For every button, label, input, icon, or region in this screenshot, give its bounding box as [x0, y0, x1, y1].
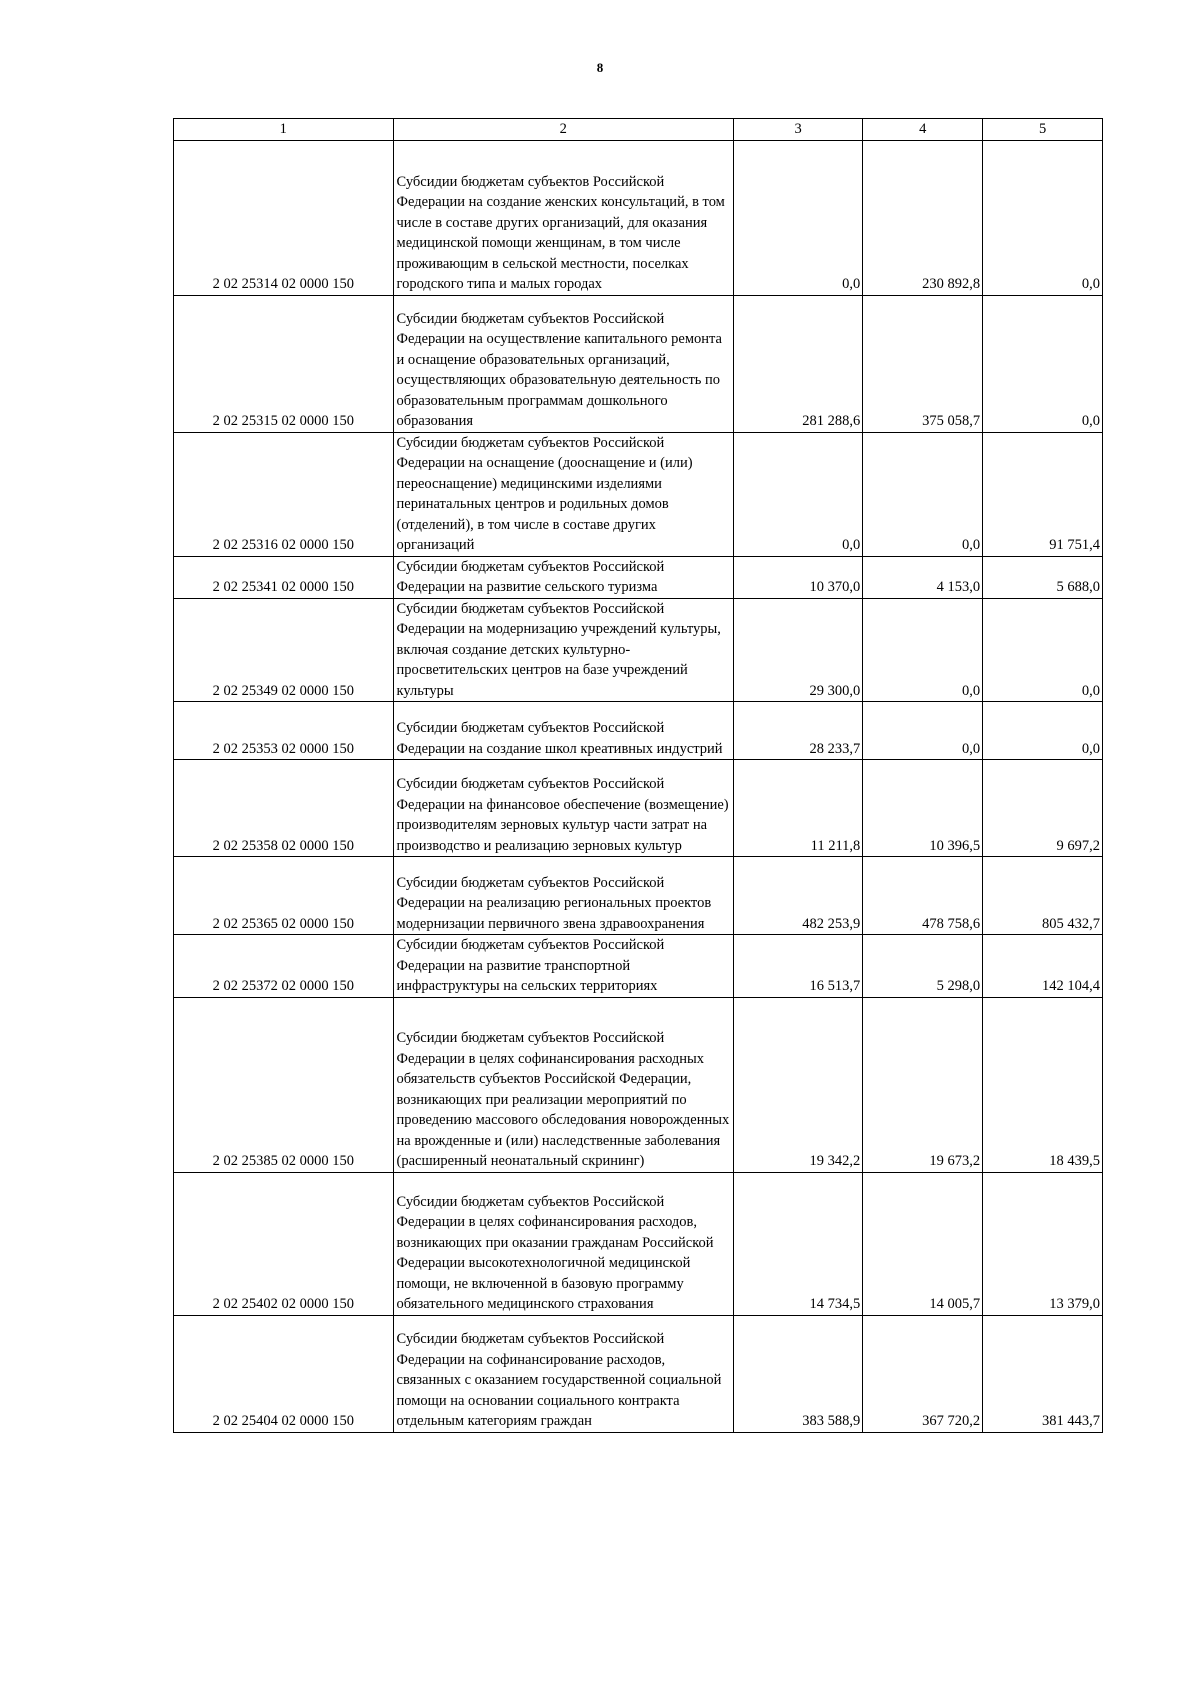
name-cell: Субсидии бюджетам субъектов Российской Федерации на реализацию региональных проектов модернизации первичного звена здравоохранения — [393, 857, 733, 935]
value-col5-cell: 0,0 — [983, 702, 1103, 760]
column-header-3: 3 — [733, 119, 862, 141]
value-col3-cell: 19 342,2 — [733, 997, 862, 1172]
header-row — [174, 119, 1103, 141]
value-col4-cell: 5 298,0 — [863, 935, 983, 998]
value-col3-cell: 14 734,5 — [733, 1172, 862, 1315]
value-col4-cell: 14 005,7 — [863, 1172, 983, 1315]
page-number: 8 — [596, 60, 604, 75]
value-col3-cell: 11 211,8 — [733, 760, 862, 857]
code-cell: 2 02 25358 02 0000 150 — [174, 760, 394, 857]
value-col3-cell: 383 588,9 — [733, 1315, 862, 1432]
code-cell: 2 02 25315 02 0000 150 — [174, 295, 394, 432]
value-col4-cell: 0,0 — [863, 432, 983, 556]
value-col4-cell: 4 153,0 — [863, 556, 983, 598]
value-col3-cell: 10 370,0 — [733, 556, 862, 598]
name-cell: Субсидии бюджетам субъектов Российской Федерации на создание женских консультаций, в том числе в составе других организаций, для оказания медицинской помощи женщинам, в том числе проживающим в сельской местности, поселках городского типа и малых городах — [393, 140, 733, 295]
value-col3-cell: 0,0 — [733, 140, 862, 295]
column-header-4: 4 — [863, 119, 983, 141]
column-header-5: 5 — [983, 119, 1103, 141]
table-row — [174, 935, 1103, 998]
value-col4-cell: 367 720,2 — [863, 1315, 983, 1432]
name-cell: Субсидии бюджетам субъектов Российской Федерации на оснащение (дооснащение и (или) переоснащение) медицинскими изделиями перинатальных центров и родильных домов (отделений), в том числе в составе других организаций — [393, 432, 733, 556]
code-cell: 2 02 25341 02 0000 150 — [174, 556, 394, 598]
name-cell: Субсидии бюджетам субъектов Российской Федерации на модернизацию учреждений культуры, включая создание детских культурно-просветительских центров на базе учреждений культуры — [393, 598, 733, 702]
value-col4-cell: 19 673,2 — [863, 997, 983, 1172]
value-col5-cell: 805 432,7 — [983, 857, 1103, 935]
value-col3-cell: 28 233,7 — [733, 702, 862, 760]
name-cell: Субсидии бюджетам субъектов Российской Федерации на развитие сельского туризма — [393, 556, 733, 598]
value-col4-cell: 10 396,5 — [863, 760, 983, 857]
name-cell: Субсидии бюджетам субъектов Российской Федерации на финансовое обеспечение (возмещение) производителям зерновых культур части затрат на производство и реализацию зерновых культур — [393, 760, 733, 857]
table-row — [174, 1172, 1103, 1315]
name-cell: Субсидии бюджетам субъектов Российской Федерации в целях софинансирования расходов, возникающих при оказании гражданам Российской Федерации высокотехнологичной медицинской помощи, не включенной в базовую программу обязательного медицинского страхования — [393, 1172, 733, 1315]
value-col4-cell: 375 058,7 — [863, 295, 983, 432]
table-row — [174, 1315, 1103, 1432]
code-cell: 2 02 25353 02 0000 150 — [174, 702, 394, 760]
value-col5-cell: 9 697,2 — [983, 760, 1103, 857]
table-row — [174, 140, 1103, 295]
code-cell: 2 02 25404 02 0000 150 — [174, 1315, 394, 1432]
name-cell: Субсидии бюджетам субъектов Российской Федерации в целях софинансирования расходных обязательств субъектов Российской Федерации, возникающих при реализации мероприятий по проведению массового обследования новорожденных на врожденные и (или) наследственные заболевания (расширенный неонатальный скрининг) — [393, 997, 733, 1172]
value-col5-cell: 91 751,4 — [983, 432, 1103, 556]
column-header-2: 2 — [393, 119, 733, 141]
budget-table — [173, 118, 1103, 1433]
name-cell: Субсидии бюджетам субъектов Российской Федерации на создание школ креативных индустрий — [393, 702, 733, 760]
value-col5-cell: 5 688,0 — [983, 556, 1103, 598]
code-cell: 2 02 25365 02 0000 150 — [174, 857, 394, 935]
value-col4-cell: 0,0 — [863, 598, 983, 702]
value-col5-cell: 0,0 — [983, 140, 1103, 295]
table-row — [174, 556, 1103, 598]
code-cell: 2 02 25372 02 0000 150 — [174, 935, 394, 998]
code-cell: 2 02 25349 02 0000 150 — [174, 598, 394, 702]
code-cell: 2 02 25385 02 0000 150 — [174, 997, 394, 1172]
value-col3-cell: 16 513,7 — [733, 935, 862, 998]
code-cell: 2 02 25314 02 0000 150 — [174, 140, 394, 295]
value-col4-cell: 478 758,6 — [863, 857, 983, 935]
name-cell: Субсидии бюджетам субъектов Российской Федерации на развитие транспортной инфраструктуры на сельских территориях — [393, 935, 733, 998]
value-col5-cell: 381 443,7 — [983, 1315, 1103, 1432]
value-col3-cell: 281 288,6 — [733, 295, 862, 432]
code-cell: 2 02 25402 02 0000 150 — [174, 1172, 394, 1315]
value-col3-cell: 29 300,0 — [733, 598, 862, 702]
name-cell: Субсидии бюджетам субъектов Российской Федерации на софинансирование расходов, связанных с оказанием государственной социальной помощи на основании социального контракта отдельным категориям граждан — [393, 1315, 733, 1432]
value-col4-cell: 0,0 — [863, 702, 983, 760]
name-cell: Субсидии бюджетам субъектов Российской Федерации на осуществление капитального ремонта и оснащение образовательных организаций, осуществляющих образовательную деятельность по образовательным программам дошкольного образования — [393, 295, 733, 432]
table-row — [174, 857, 1103, 935]
column-header-1: 1 — [174, 119, 394, 141]
value-col5-cell: 142 104,4 — [983, 935, 1103, 998]
value-col5-cell: 0,0 — [983, 295, 1103, 432]
code-cell: 2 02 25316 02 0000 150 — [174, 432, 394, 556]
table-row — [174, 432, 1103, 556]
value-col3-cell: 0,0 — [733, 432, 862, 556]
value-col5-cell: 0,0 — [983, 598, 1103, 702]
table-row — [174, 760, 1103, 857]
table-row — [174, 702, 1103, 760]
table-body — [174, 119, 1103, 1433]
table-row — [174, 295, 1103, 432]
value-col4-cell: 230 892,8 — [863, 140, 983, 295]
value-col5-cell: 13 379,0 — [983, 1172, 1103, 1315]
value-col3-cell: 482 253,9 — [733, 857, 862, 935]
table-row — [174, 598, 1103, 702]
table-row — [174, 997, 1103, 1172]
value-col5-cell: 18 439,5 — [983, 997, 1103, 1172]
